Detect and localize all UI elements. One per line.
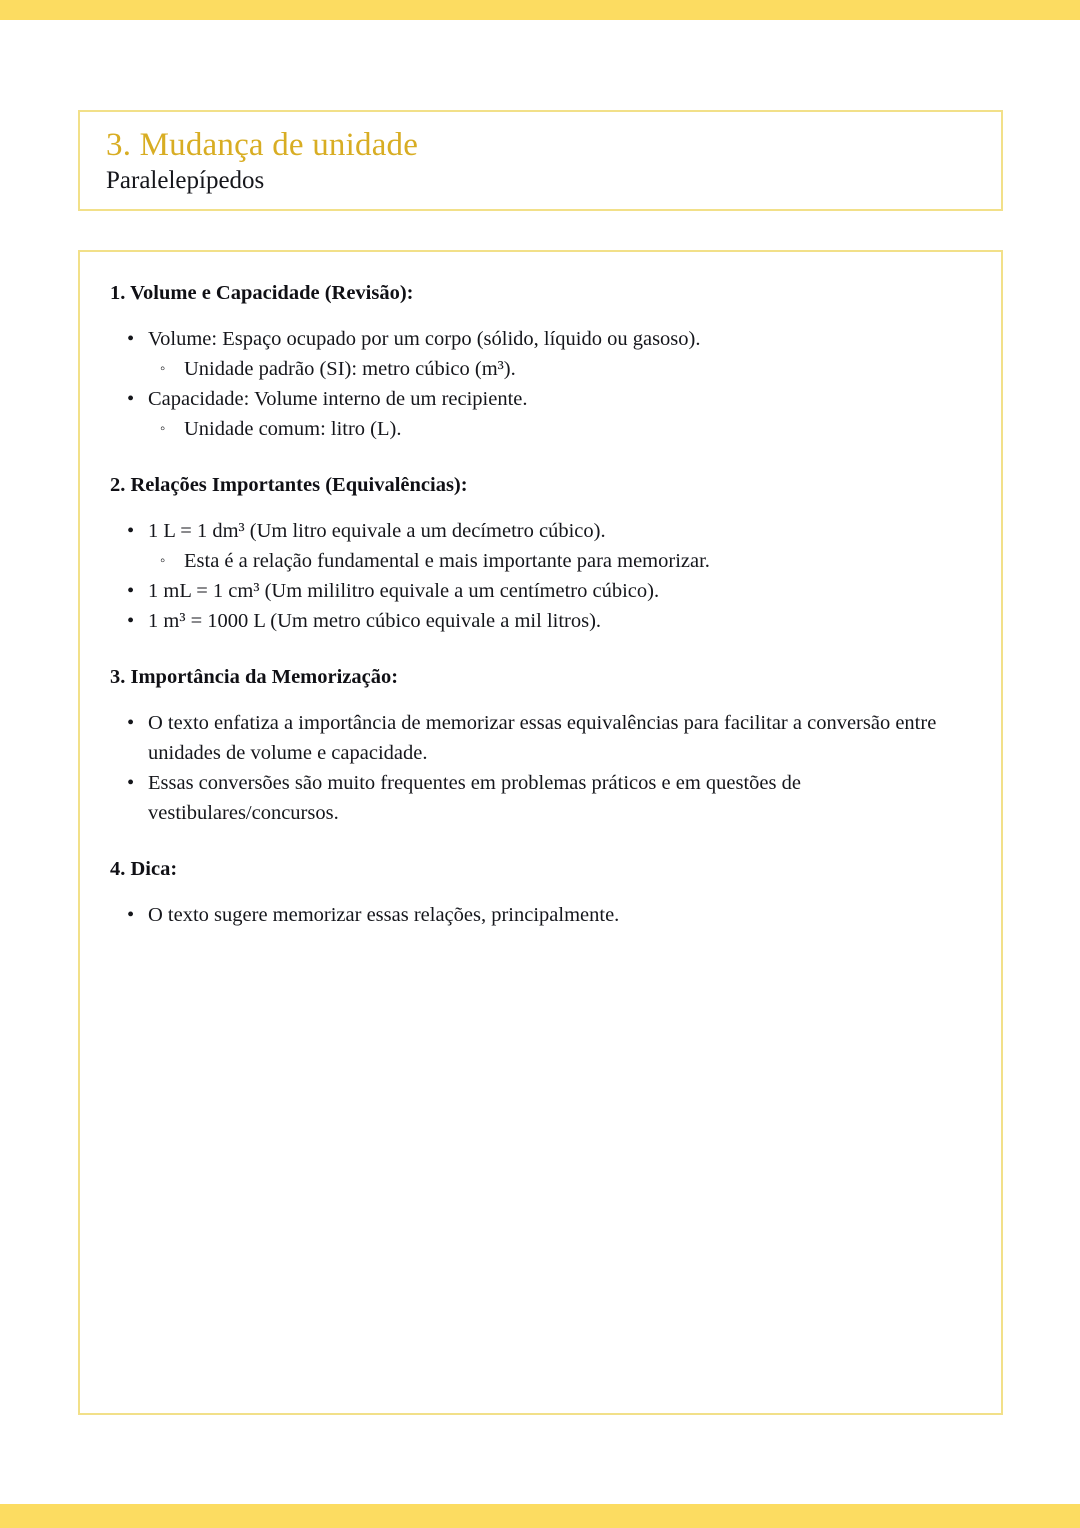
disc-bullet-icon: •: [127, 520, 135, 542]
list-item: [110, 576, 971, 606]
list-item: [148, 414, 971, 444]
section-1-sublist-a: [148, 354, 971, 384]
list-item-label: Esta é a relação fundamental e mais importante para memorizar.: [184, 550, 710, 572]
document-header-card: [78, 110, 1003, 211]
list-item: [110, 768, 971, 828]
list-item-label: Unidade padrão (SI): metro cúbico (m³).: [184, 358, 516, 380]
section-4: [110, 842, 971, 930]
disc-bullet-icon: •: [127, 712, 135, 734]
section-3-heading: 3. Importância da Memorização:: [110, 666, 399, 688]
section-2-heading: 2. Relações Importantes (Equivalências):: [110, 474, 468, 496]
circle-bullet-icon: ◦: [160, 421, 166, 437]
list-item: [110, 384, 971, 444]
list-item-label: Unidade comum: litro (L).: [184, 418, 402, 440]
list-item: [110, 708, 971, 768]
section-1-sublist-b: [148, 414, 971, 444]
disc-bullet-icon: •: [127, 388, 135, 410]
disc-bullet-icon: •: [127, 610, 135, 632]
section-1: [110, 280, 971, 444]
section-2: [110, 458, 971, 636]
circle-bullet-icon: ◦: [160, 553, 166, 569]
section-4-list: [110, 900, 971, 930]
disc-bullet-icon: •: [127, 772, 135, 794]
list-item-label: O texto enfatiza a importância de memorizar essas equivalências para facilitar a conversão entre unidades de volume e capacidade.: [148, 712, 937, 764]
disc-bullet-icon: •: [127, 328, 135, 350]
circle-bullet-icon: ◦: [160, 361, 166, 377]
section-1-heading: 1. Volume e Capacidade (Revisão):: [110, 282, 414, 304]
disc-bullet-icon: •: [127, 904, 135, 926]
page-subtitle: Paralelepípedos: [106, 167, 265, 194]
top-accent-bar: [0, 0, 1080, 20]
list-item-label: O texto sugere memorizar essas relações, principalmente.: [148, 904, 620, 926]
section-1-list: [110, 324, 971, 444]
list-item: [110, 900, 971, 930]
list-item-label: Essas conversões são muito frequentes em problemas práticos e em questões de vestibulares/concursos.: [148, 772, 801, 824]
list-item: [110, 516, 971, 576]
section-4-heading: 4. Dica:: [110, 858, 178, 880]
disc-bullet-icon: •: [127, 580, 135, 602]
list-item-label: 1 mL = 1 cm³ (Um mililitro equivale a um centímetro cúbico).: [148, 580, 660, 602]
section-spacer: [110, 828, 971, 842]
list-item: [110, 606, 971, 636]
section-3-list: [110, 708, 971, 828]
list-item-label: 1 L = 1 dm³ (Um litro equivale a um decímetro cúbico).: [148, 520, 606, 542]
list-item-label: 1 m³ = 1000 L (Um metro cúbico equivale a mil litros).: [148, 610, 602, 632]
section-2-list: [110, 516, 971, 636]
page-title: 3. Mudança de unidade: [106, 127, 419, 163]
list-item-label: Capacidade: Volume interno de um recipiente.: [148, 388, 528, 410]
list-item-label: Volume: Espaço ocupado por um corpo (sólido, líquido ou gasoso).: [148, 328, 701, 350]
bottom-accent-bar: [0, 1504, 1080, 1528]
list-item: [148, 354, 971, 384]
list-item: [148, 546, 971, 576]
section-2-sublist-a: [148, 546, 971, 576]
section-spacer: [110, 444, 971, 458]
page-content: [78, 110, 1003, 1415]
section-spacer: [110, 636, 971, 650]
document-body-card: [78, 250, 1003, 1415]
section-3: [110, 650, 971, 828]
list-item: [110, 324, 971, 384]
